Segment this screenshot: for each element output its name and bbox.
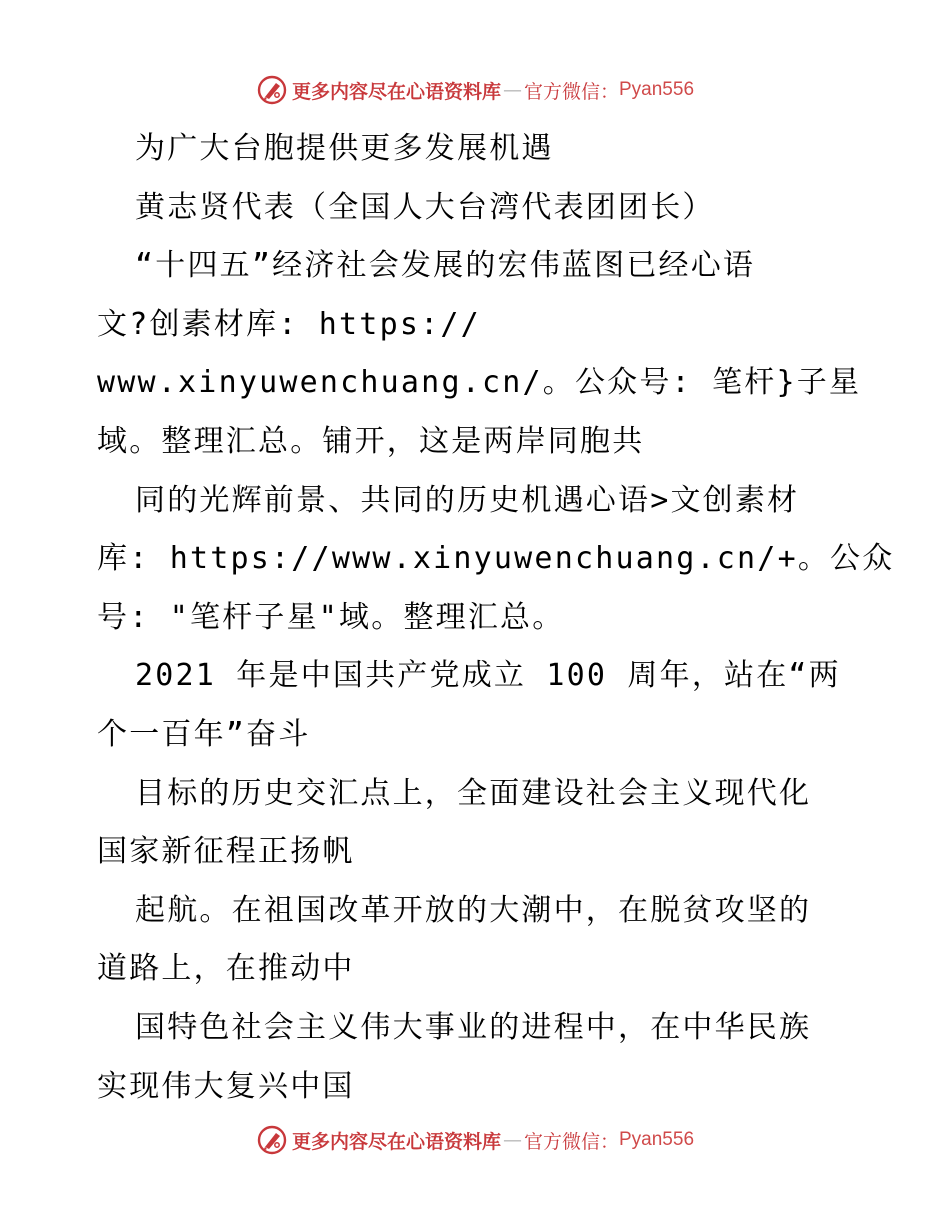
text-line: 为广大台胞提供更多发展机遇 bbox=[135, 131, 554, 166]
banner-dash: — bbox=[502, 1129, 522, 1151]
text-line: 国家新征程正扬帆 bbox=[97, 834, 355, 870]
footer-watermark-banner bbox=[0, 1120, 950, 1160]
text-line: 个一百年”奋斗 bbox=[97, 716, 311, 752]
banner-wechat-id: Pyan556 bbox=[619, 1129, 695, 1150]
pen-logo-icon bbox=[256, 1124, 288, 1156]
text-line: 道路上，在推动中 bbox=[97, 951, 355, 987]
banner-main-text: 更多内容尽在心语资料库 bbox=[291, 80, 501, 103]
banner-wechat-label: 官方微信： bbox=[523, 1130, 619, 1153]
text-line: 实现伟大复兴中国 bbox=[97, 1068, 355, 1104]
text-line: www.xinyuwenchuang.cn/。公众号: 笔杆}子星 bbox=[97, 365, 862, 401]
banner-dash: — bbox=[502, 79, 522, 101]
text-line: 目标的历史交汇点上，全面建设社会主义现代化 bbox=[135, 775, 812, 811]
banner-main-text: 更多内容尽在心语资料库 bbox=[291, 1130, 501, 1153]
body-text bbox=[97, 120, 895, 1116]
text-line: 2021 年是中国共产党成立 100 周年，站在“两 bbox=[135, 658, 841, 694]
text-line: “十四五”经济社会发展的宏伟蓝图已经心语 bbox=[135, 248, 756, 284]
text-line: 号: "笔杆子星"域。整理汇总。 bbox=[97, 599, 565, 635]
text-line: 黄志贤代表（全国人大台湾代表团团长） bbox=[135, 189, 715, 225]
banner-wechat-label: 官方微信： bbox=[523, 80, 619, 103]
text-line: 国特色社会主义伟大事业的进程中，在中华民族 bbox=[135, 1009, 812, 1045]
header-watermark-banner bbox=[0, 70, 950, 110]
text-line: 域。整理汇总。铺开，这是两岸同胞共 bbox=[97, 423, 645, 459]
text-line: 起航。在祖国改革开放的大潮中，在脱贫攻坚的 bbox=[135, 892, 812, 928]
text-line: 同的光辉前景、共同的历史机遇心语>文创素材 bbox=[135, 482, 800, 518]
banner-wechat-id: Pyan556 bbox=[619, 79, 695, 100]
text-line: 文?创素材库: https:// bbox=[97, 306, 481, 342]
pen-logo-icon bbox=[256, 74, 288, 106]
text-line: 库: https://www.xinyuwenchuang.cn/+。公众 bbox=[97, 541, 895, 577]
